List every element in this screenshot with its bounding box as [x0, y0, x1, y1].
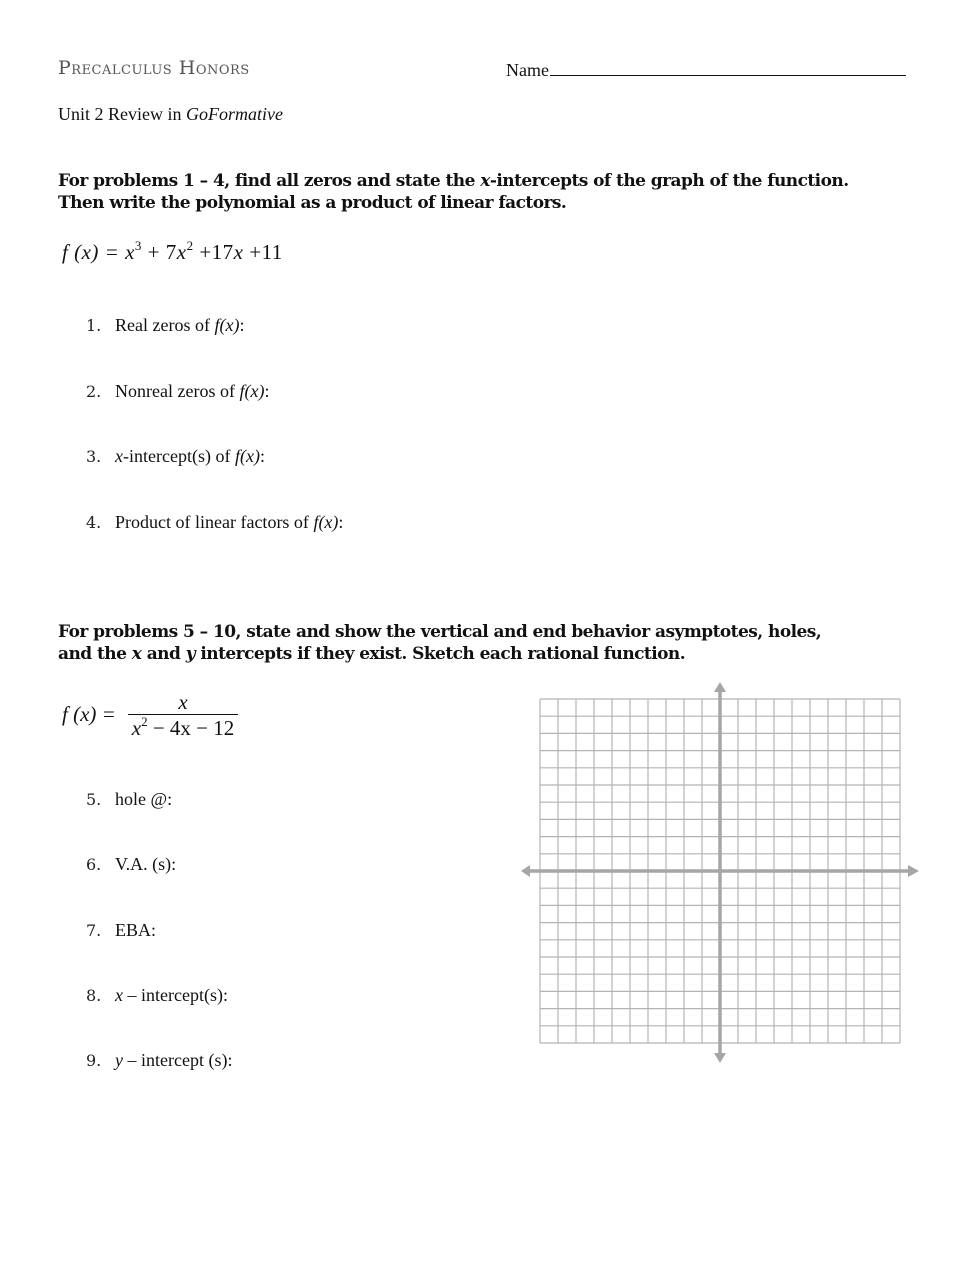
subtitle-prefix: Unit 2 Review in	[58, 104, 186, 124]
question-number: 4.	[86, 513, 102, 532]
course-title: Precalculus Honors	[58, 57, 250, 79]
section1-instructions-line1	[58, 170, 849, 192]
question-number: 2.	[86, 382, 102, 401]
section1-instructions	[58, 170, 849, 214]
question-4	[86, 512, 343, 533]
question-label: hole @:	[115, 789, 173, 809]
term-coef: + 7	[141, 240, 177, 264]
question-number: 9.	[86, 1051, 102, 1070]
question-fx: f(x)	[214, 315, 240, 335]
question-5	[86, 789, 172, 810]
question-label: V.A. (s):	[115, 854, 177, 874]
section1-instructions-line2: Then write the polynomial as a product of linear factors.	[58, 193, 567, 213]
question-2	[86, 381, 269, 402]
instr-text: For problems 1 – 4, find all zeros and state the	[58, 171, 481, 191]
term-const: +11	[243, 240, 283, 264]
x-axis-left-arrow-icon	[521, 865, 530, 877]
y-axis-down-arrow-icon	[714, 1053, 726, 1063]
question-number: 6.	[86, 855, 102, 874]
denominator	[128, 715, 238, 741]
question-number: 5.	[86, 790, 102, 809]
question-label: EBA:	[115, 920, 157, 940]
instr-text: intercepts if they exist. Sketch each rational function.	[195, 644, 686, 664]
function-lhs: f (x) =	[62, 702, 116, 726]
denominator-var: x	[131, 716, 142, 740]
question-suffix: :	[338, 512, 344, 532]
question-6	[86, 854, 176, 875]
question-label: Real zeros of	[115, 315, 215, 335]
question-1	[86, 315, 244, 336]
instr-text: and the	[58, 644, 132, 664]
question-fx: f(x)	[313, 512, 339, 532]
question-fx: f(x)	[239, 381, 265, 401]
section2-instructions-line1: For problems 5 – 10, state and show the vertical and end behavior asymptotes, holes,	[58, 622, 822, 642]
term-var: x	[233, 240, 244, 264]
question-label: – intercept(s):	[123, 985, 228, 1005]
section2-instructions	[58, 621, 821, 665]
denominator-exponent: 2	[141, 714, 148, 729]
question-var: y	[115, 1050, 123, 1070]
question-label: -intercept(s) of	[123, 446, 235, 466]
instr-var-y: y	[185, 644, 196, 664]
function-lhs: f (x) =	[62, 240, 126, 264]
subtitle	[58, 104, 283, 125]
question-number: 8.	[86, 986, 102, 1005]
term-coef: +17	[193, 240, 234, 264]
question-number: 7.	[86, 921, 102, 940]
instr-var-x: x	[131, 644, 142, 664]
question-number: 1.	[86, 316, 102, 335]
question-suffix: :	[264, 381, 270, 401]
question-7	[86, 920, 156, 941]
fraction	[128, 690, 238, 741]
question-label: Product of linear factors of	[115, 512, 314, 532]
x-axis-right-arrow-icon	[908, 865, 919, 877]
name-blank-line[interactable]	[550, 58, 906, 76]
question-3	[86, 446, 265, 467]
question-var: x	[115, 446, 123, 466]
numerator: x	[178, 690, 188, 714]
platform-name: GoFormative	[186, 104, 283, 124]
question-label: Nonreal zeros of	[115, 381, 240, 401]
instr-var-x: x	[480, 171, 490, 191]
y-axis-up-arrow-icon	[714, 682, 726, 692]
term-exponent: 2	[186, 238, 194, 253]
instr-text: -intercepts of the graph of the function.	[489, 171, 849, 191]
term-var: x	[125, 240, 135, 264]
term-exponent: 3	[134, 238, 142, 253]
question-9	[86, 1050, 232, 1071]
coordinate-grid[interactable]	[518, 678, 923, 1068]
polynomial-function	[62, 240, 283, 265]
question-var: x	[115, 985, 123, 1005]
instr-text: and	[141, 644, 186, 664]
question-8	[86, 985, 228, 1006]
denominator-rest: − 4x − 12	[147, 716, 235, 740]
question-suffix: :	[239, 315, 245, 335]
name-label: Name	[506, 60, 549, 80]
name-field[interactable]	[506, 58, 906, 81]
question-suffix: :	[259, 446, 265, 466]
section2-instructions-line2	[58, 643, 821, 665]
term-var: x	[176, 240, 187, 264]
question-label: – intercept (s):	[123, 1050, 233, 1070]
question-fx: f(x)	[234, 446, 260, 466]
question-number: 3.	[86, 447, 102, 466]
